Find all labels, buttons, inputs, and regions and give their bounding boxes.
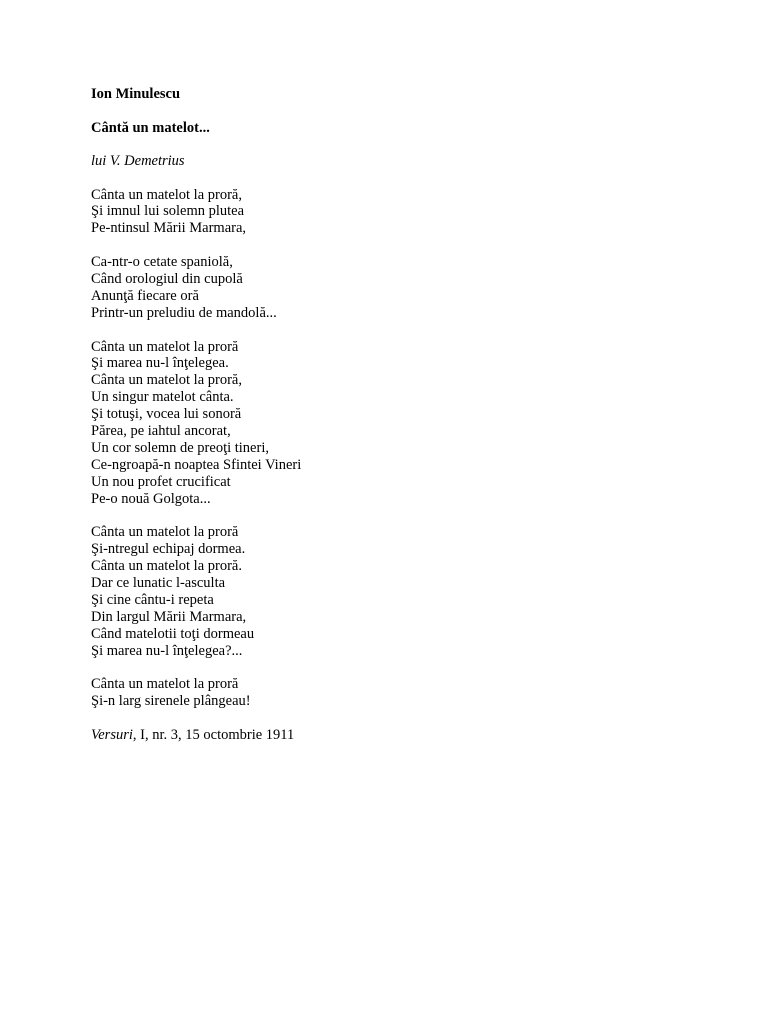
poem-line: Cânta un matelot la proră, [91,372,242,389]
poem-line: Cânta un matelot la proră. [91,558,242,575]
stanza-2 [91,254,731,322]
source-citation [91,727,731,744]
poem-line: Pe-o nouă Golgota... [91,490,211,507]
poem-line: Şi-ntregul echipaj dormea. [91,541,246,558]
poem-line: Pe-ntinsul Mării Marmara, [91,220,247,237]
poem-title: Cântă un matelot... [91,119,210,136]
stanza-1 [91,187,731,238]
poem-line: Un singur matelot cânta. [91,389,234,406]
stanza-4 [91,524,731,659]
poem-dedication: lui V. Demetrius [91,153,185,169]
source-publication: Versuri [91,727,133,744]
stanza-5 [91,676,731,710]
source-details: , I, nr. 3, 15 octombrie 1911 [132,727,295,744]
poem-line: Un cor solemn de preoţi tineri, [91,439,269,456]
poem-line: Şi marea nu-l înţelegea?... [91,642,243,659]
poem-line: Cânta un matelot la proră, [91,186,242,203]
poem-line: Ce-ngroapă-n noaptea Sfintei Vineri [91,456,302,473]
poem-line: Cânta un matelot la proră [91,676,239,693]
poem-line: Anunţă fiecare oră [91,287,199,304]
poem-line: Cânta un matelot la proră [91,338,239,355]
poem-line: Dar ce lunatic l-asculta [91,574,226,591]
poem-line: Şi marea nu-l înţelegea. [91,355,229,372]
poem-line: Un nou profet crucificat [91,473,231,490]
poem-line: Şi imnul lui solemn plutea [91,203,245,220]
poem-author: Ion Minulescu [91,86,181,102]
poem-line: Printr-un preludiu de mandolă... [91,304,277,321]
poem-line: Ca-ntr-o cetate spaniolă, [91,254,233,271]
poem-line: Din largul Mării Marmara, [91,608,247,625]
poem-line: Părea, pe iahtul ancorat, [91,422,231,439]
poem-line: Şi cine cântu-i repeta [91,591,214,608]
document-page [91,86,731,744]
poem-line: Când orologiul din cupolă [91,270,243,287]
stanza-3 [91,339,731,508]
poem-line: Şi-n larg sirenele plângeau! [91,693,251,710]
poem-line: Şi totuşi, vocea lui sonoră [91,406,242,423]
poem-line: Când matelotii toţi dormeau [91,625,255,642]
poem-line: Cânta un matelot la proră [91,524,239,541]
